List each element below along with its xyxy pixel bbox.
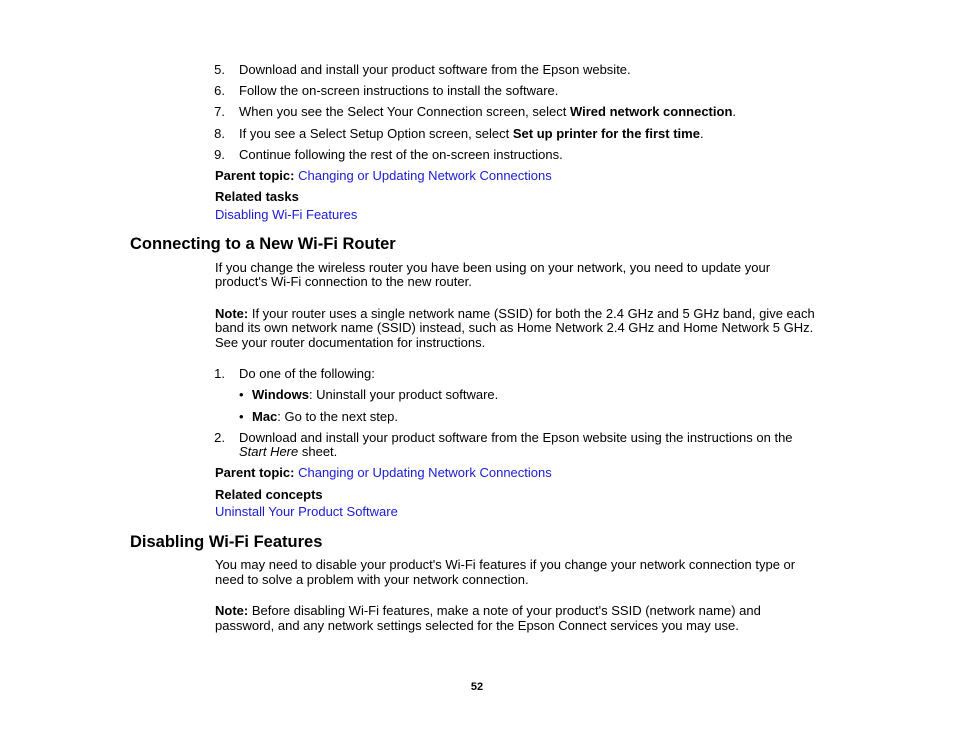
parent-topic-link[interactable]: Changing or Updating Network Connections	[298, 168, 552, 183]
section-intro-line: product's Wi-Fi connection to the new router.	[215, 274, 472, 289]
step-number: 8.	[214, 126, 225, 141]
step-text: Continue following the rest of the on-screen instructions.	[239, 147, 563, 162]
step-text-part: .	[732, 104, 737, 119]
step-number: 5.	[214, 62, 225, 77]
note-line: password, and any network settings selected for the Epson Connect services you may use.	[215, 618, 739, 633]
note-label: Note:	[215, 306, 249, 321]
section-heading: Disabling Wi-Fi Features	[130, 533, 323, 551]
step-text	[239, 126, 704, 141]
bullet-marker: •	[239, 409, 244, 424]
bullet-text: : Uninstall your product software.	[308, 387, 499, 402]
section-heading: Connecting to a New Wi-Fi Router	[130, 235, 396, 253]
note-line	[215, 306, 815, 321]
bullet-item-mac	[252, 409, 398, 424]
step-text: Download and install your product software from the Epson website using the instructions on the	[239, 430, 793, 445]
step-number: 9.	[214, 147, 225, 162]
option-name: Set up printer for the first time	[512, 126, 700, 141]
document-title: Start Here	[239, 444, 299, 459]
parent-topic-label: Parent topic:	[215, 465, 295, 480]
related-concepts-label: Related concepts	[215, 487, 323, 502]
step-number: 7.	[214, 104, 225, 119]
bullet-bold: Mac	[252, 409, 278, 424]
related-tasks-link[interactable]: Disabling Wi-Fi Features	[215, 207, 358, 222]
bullet-item-windows	[252, 387, 498, 402]
parent-topic-label: Parent topic:	[215, 168, 295, 183]
note-label: Note:	[215, 603, 249, 618]
note-text: If your router uses a single network name (SSID) for both the 2.4 GHz and 5 GHz band, give each	[248, 306, 815, 321]
page-number: 52	[470, 681, 484, 693]
related-tasks-label: Related tasks	[215, 189, 299, 204]
note-line: band its own network name (SSID) instead, such as Home Network 2.4 GHz and Home Network 5 GHz.	[215, 320, 814, 335]
note-line	[215, 603, 761, 618]
step-text-part: If you see a Select Setup Option screen, select	[239, 126, 513, 141]
bullet-marker: •	[239, 387, 244, 402]
step-text-part: sheet.	[298, 444, 338, 459]
parent-topic	[215, 465, 552, 480]
related-concepts-link[interactable]: Uninstall Your Product Software	[215, 504, 398, 519]
section-intro-line: If you change the wireless router you have been using on your network, you need to update your	[215, 260, 771, 275]
step-text-part: .	[699, 126, 704, 141]
step-text-part: When you see the Select Your Connection screen, select	[239, 104, 570, 119]
parent-topic	[215, 168, 552, 183]
parent-topic-link[interactable]: Changing or Updating Network Connections	[298, 465, 552, 480]
note-line: See your router documentation for instructions.	[215, 335, 486, 350]
step-number: 1.	[214, 366, 225, 381]
step-text: Follow the on-screen instructions to install the software.	[239, 83, 559, 98]
step-text: Do one of the following:	[239, 366, 375, 381]
section-intro-line: You may need to disable your product's Wi-Fi features if you change your network connection type or	[215, 557, 796, 572]
step-text	[239, 104, 736, 119]
step-text: Download and install your product software from the Epson website.	[239, 62, 631, 77]
bullet-bold: Windows	[252, 387, 309, 402]
section-intro-line: need to solve a problem with your network connection.	[215, 572, 529, 587]
step-number: 6.	[214, 83, 225, 98]
bullet-text: : Go to the next step.	[277, 409, 398, 424]
note-text: Before disabling Wi-Fi features, make a note of your product's SSID (network name) and	[248, 603, 761, 618]
step-text-cont	[239, 444, 337, 459]
option-name: Wired network connection	[569, 104, 733, 119]
step-number: 2.	[214, 430, 225, 445]
